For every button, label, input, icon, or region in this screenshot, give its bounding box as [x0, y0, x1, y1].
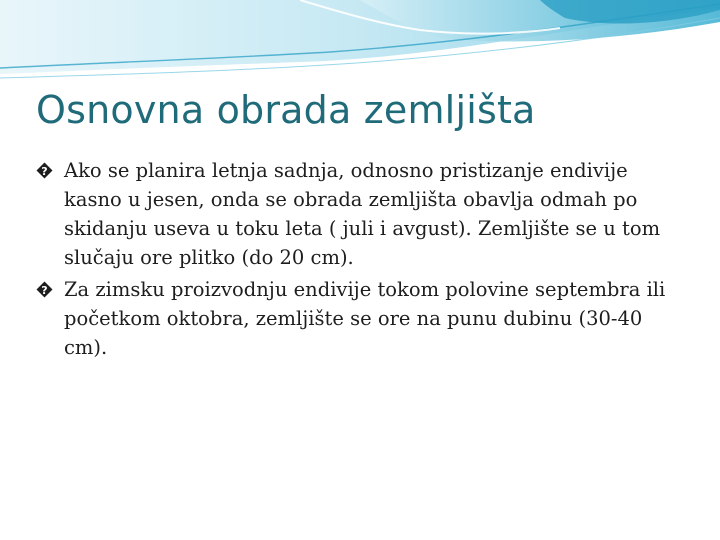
decorative-wave-header [0, 0, 720, 90]
slide-title: Osnovna obrada zemljišta [36, 88, 536, 132]
bullet-item [36, 275, 676, 362]
svg-text:?: ? [41, 283, 48, 297]
bullet-text: Za zimsku proizvodnju endivije tokom polovine septembra ili početkom oktobra, zemljište se ore na punu dubinu (30-40 cm). [64, 278, 666, 359]
bullet-item [36, 156, 676, 272]
bullet-text: Ako se planira letnja sadnja, odnosno pristizanje endivije kasno u jesen, onda se obrada zemljišta obavlja odmah po skidanju useva u toku leta ( juli i avgust). Zemljište se u tom slučaju ore plitko (do 20 cm). [64, 159, 661, 269]
replacement-character-icon [36, 281, 53, 298]
svg-text:?: ? [41, 164, 48, 178]
replacement-character-icon [36, 162, 53, 179]
bullet-list [36, 156, 676, 365]
